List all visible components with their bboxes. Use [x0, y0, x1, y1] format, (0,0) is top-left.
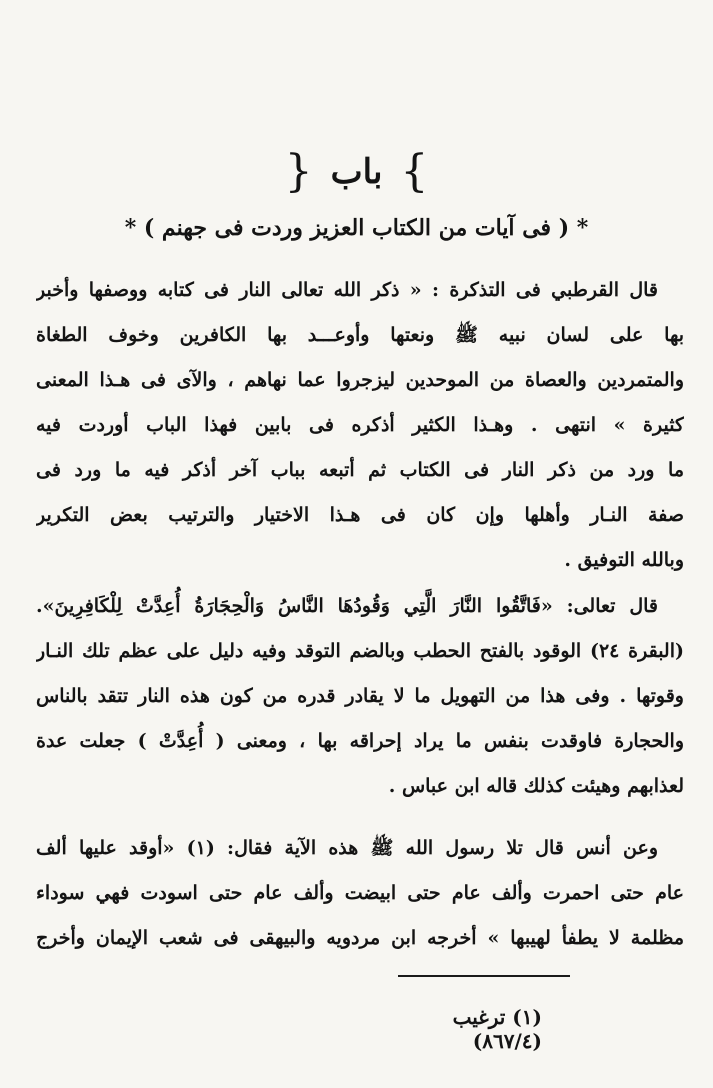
text-line: لعذابهم وهيئت كذلك قاله ابن عباس .	[388, 775, 684, 797]
brace-right: }	[284, 146, 313, 197]
chapter-title: باب	[330, 152, 383, 192]
text-line: (البقرة ٢٤) الوقود بالفتح الحطب وبالضم التوقد وفيه دليل على عظم تلك النـار	[36, 640, 684, 662]
text-line: وعن أنس قال تلا رسول الله ﷺ هذه الآية فقال: (١) «أوقد عليها ألف	[36, 837, 658, 859]
text-line: صفة النـار وأهلها وإن كان فى هـذا الاختيار والترتيب بعض التكرير	[36, 504, 684, 526]
text-line: والحجارة فاوقدت بنفس ما يراد إحراقه بها ، ومعنى ( أُعِدَّتْ ) جعلت عدة	[36, 730, 684, 752]
text-line: قال تعالى: «فَاتَّقُوا النَّارَ الَّتِي وَقُودُهَا النَّاسُ وَالْحِجَارَةُ أُعِدَّتْ لِلْكَافِرِينَ».	[36, 595, 658, 617]
text-line: وبالله التوفيق .	[564, 549, 684, 571]
text-line: وقوتها . وفى هذا من التهويل ما لا يقادر قدره من كون هذه النار تتقد بالناس	[36, 685, 684, 707]
chapter-subtitle: * ( فى آيات من الكتاب العزيز وردت فى جهنم ) *	[124, 215, 589, 241]
text-line: والمتمردين والعصاة من الموحدين ليزجروا عما نهاهم ، والآى فى هـذا المعنى	[36, 369, 684, 391]
text-line: قال القرطبي فى التذكرة : « ذكر الله تعالى النار فى كتابه ووصفها وأخبر	[36, 279, 658, 301]
text-line: عام حتى احمرت وألف عام حتى ابيضت وألف عام حتى اسودت فهي سوداء	[36, 882, 684, 904]
text-line: مظلمة لا يطفأ لهيبها » أخرجه ابن مردويه والبيهقى فى شعب الإيمان وأخرج	[36, 927, 684, 949]
text-line: بها على لسان نبيه ﷺ ونعتها وأوعـــد بها الكافرين وخوف الطغاة	[36, 324, 684, 346]
footnote-divider	[398, 975, 570, 977]
brace-left: {	[400, 146, 429, 197]
paragraph-qurtubi	[36, 268, 684, 583]
footnote: (١) ترغيب (٨٦٧/٤)	[452, 1005, 542, 1053]
paragraph-hadith	[36, 826, 684, 961]
text-line: ما ورد من ذكر النار فى الكتاب ثم أتبعه بباب آخر أذكر فيه ما ورد فى	[36, 459, 684, 481]
paragraph-verse	[36, 584, 684, 809]
chapter-heading	[0, 146, 713, 197]
text-line: كثيرة » انتهى . وهـذا الكثير أذكره فى بابين فهذا الباب أوردت فيه	[36, 414, 684, 436]
